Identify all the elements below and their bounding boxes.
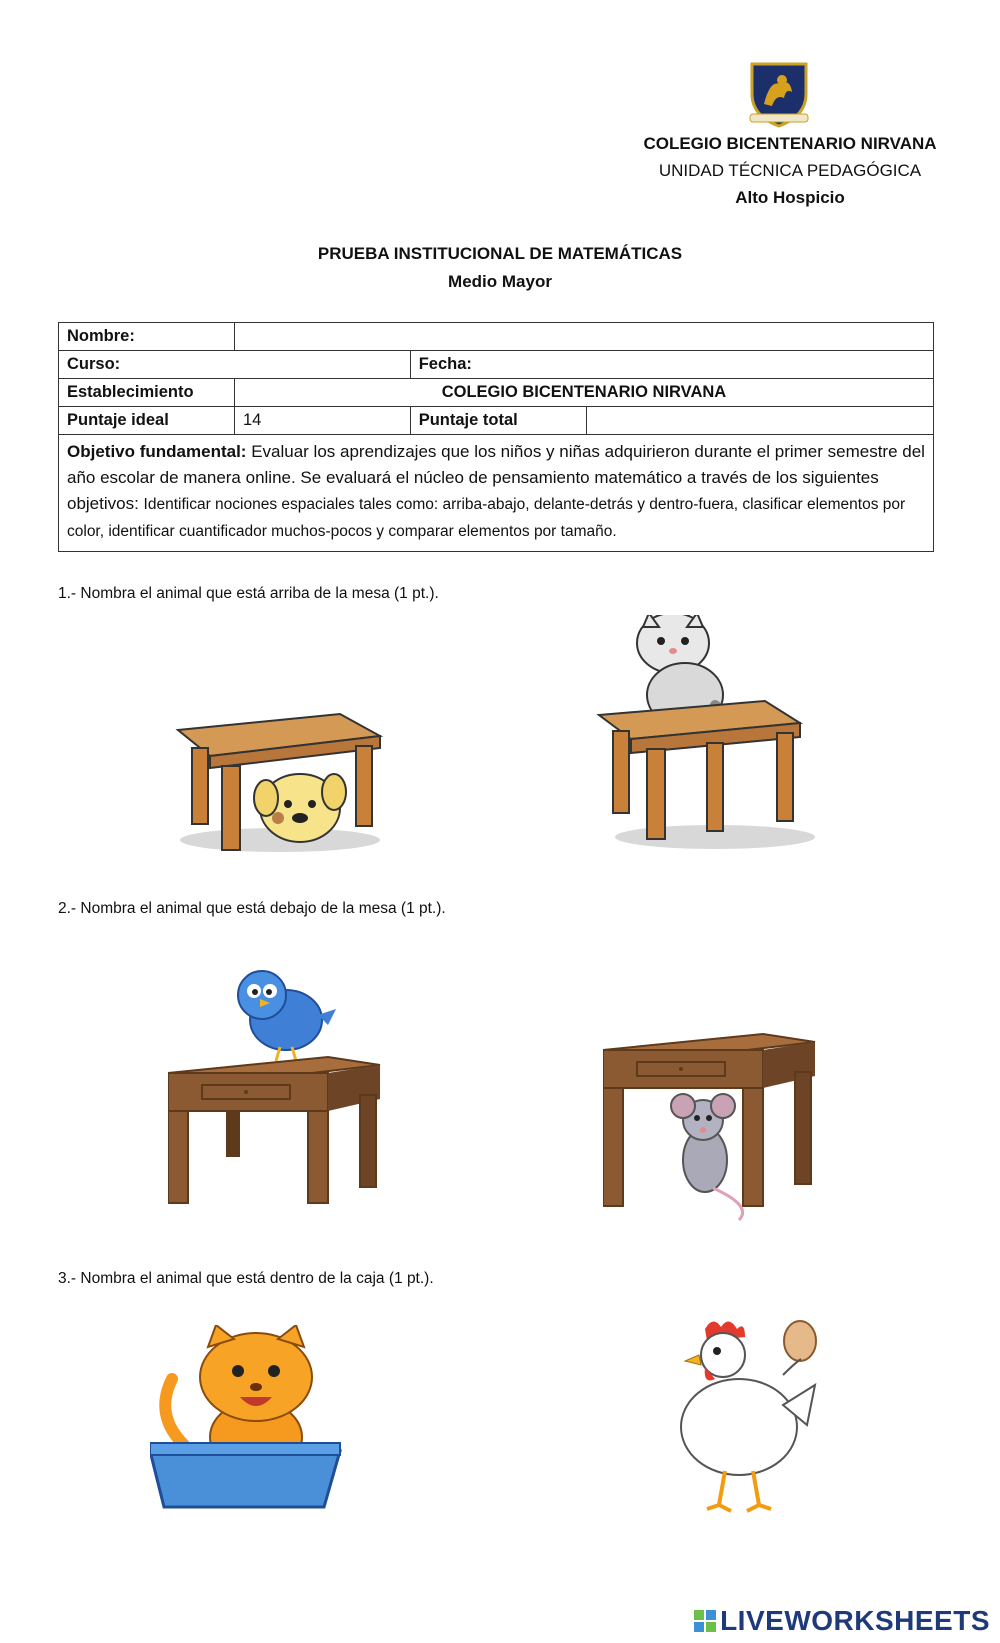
cat-in-box-image[interactable]	[150, 1325, 345, 1510]
establecimiento-value: COLEGIO BICENTENARIO NIRVANA	[234, 379, 933, 407]
school-crest-logo	[746, 58, 812, 128]
objetivo-detail: Identificar nociones espaciales tales como: arriba-abajo, delante-detrás y dentro-fuera, clasificar elementos por color, identificar cuantificador muchos-pocos y comparar elementos por tamaño.	[67, 496, 906, 540]
student-info-table	[58, 322, 934, 552]
liveworksheets-footer	[694, 1605, 990, 1637]
objetivo-label: Objetivo fundamental:	[67, 442, 247, 461]
liveworksheets-logo-icon	[694, 1610, 716, 1632]
establecimiento-label: Establecimiento	[59, 379, 235, 407]
mouse-under-table-image[interactable]	[603, 1020, 833, 1240]
dog-under-table-image[interactable]	[170, 700, 390, 860]
city-name: Alto Hospicio	[735, 188, 845, 207]
cat-on-table-image[interactable]	[595, 615, 820, 865]
curso-label: Curso:	[67, 355, 121, 373]
liveworksheets-brand: LIVEWORKSHEETS	[720, 1605, 990, 1636]
question-1: 1.- Nombra el animal que está arriba de la mesa (1 pt.).	[58, 585, 439, 602]
unit-name: UNIDAD TÉCNICA PEDAGÓGICA	[658, 161, 922, 180]
nombre-label: Nombre:	[59, 323, 235, 351]
objetivo-cell	[59, 435, 934, 552]
puntaje-ideal-value: 14	[234, 407, 410, 435]
bird-on-table-image[interactable]	[168, 965, 398, 1230]
question-3: 3.- Nombra el animal que está dentro de la caja (1 pt.).	[58, 1270, 434, 1287]
question-2: 2.- Nombra el animal que está debajo de la mesa (1 pt.).	[58, 900, 446, 917]
puntaje-total-label: Puntaje total	[410, 407, 586, 435]
nombre-field[interactable]	[234, 323, 933, 351]
puntaje-ideal-label: Puntaje ideal	[59, 407, 235, 435]
school-name: COLEGIO BICENTENARIO NIRVANA	[643, 134, 937, 153]
fecha-label-cell	[410, 351, 933, 379]
hen-image[interactable]	[655, 1315, 830, 1520]
test-level: Medio Mayor	[448, 272, 552, 291]
objetivo-text: Evaluar los aprendizajes que los niños y niñas adquirieron durante el primer semestre del año escolar de manera online. Se evaluará el núcleo de pensamiento matemático a través de los siguientes objetivos:	[67, 442, 925, 513]
puntaje-total-field[interactable]	[586, 407, 933, 435]
curso-label-cell	[59, 351, 411, 379]
test-title: PRUEBA INSTITUCIONAL DE MATEMÁTICAS	[317, 244, 683, 263]
fecha-label: Fecha:	[418, 355, 472, 373]
